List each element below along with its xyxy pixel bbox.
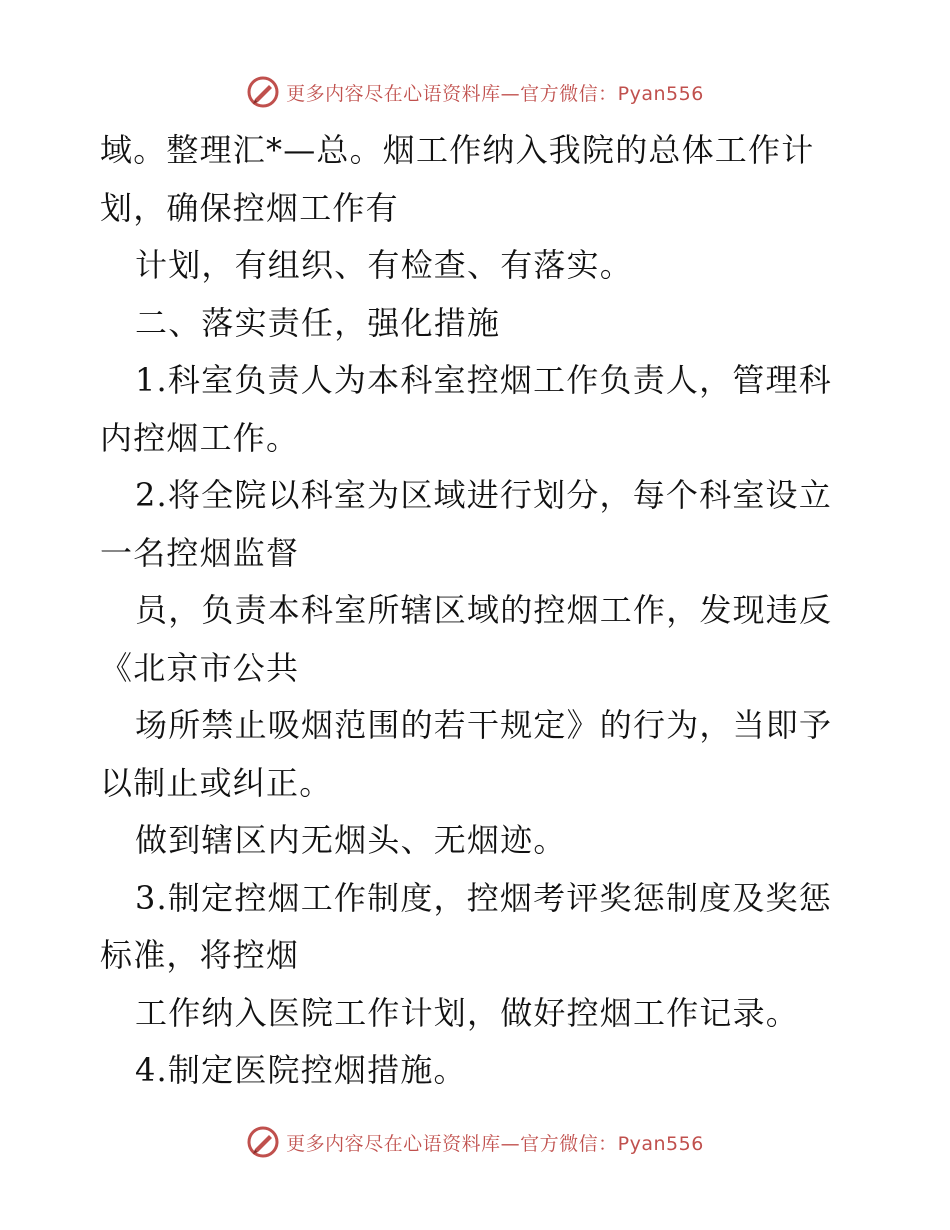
text-line: 2.将全院以科室为区域进行划分，每个科室设立 xyxy=(135,476,832,514)
text-line: 场所禁止吸烟范围的若干规定》的行为，当即予 xyxy=(135,706,833,744)
text-line: 以制止或纠正。 xyxy=(100,763,333,802)
footer-watermark xyxy=(0,1122,950,1162)
text-line: 一名控烟监督 xyxy=(100,533,300,572)
pen-seal-icon xyxy=(246,75,280,109)
document-body xyxy=(100,122,860,1100)
text-line: 标准，将控烟 xyxy=(100,936,300,974)
text-line: 计划，有组织、有检查、有落实。 xyxy=(135,246,634,284)
text-line: 域。整理汇*—总。烟工作纳入我院的总体工作计 xyxy=(100,131,815,169)
text-line: 划，确保控烟工作有 xyxy=(100,188,399,227)
watermark-text: 更多内容尽在心语资料库—官方微信：Pyan556 xyxy=(286,82,704,105)
text-line: 内控烟工作。 xyxy=(100,418,300,457)
text-line: 二、落实责任，强化措施 xyxy=(135,303,501,342)
pen-seal-icon xyxy=(246,1125,280,1159)
watermark-text: 更多内容尽在心语资料库—官方微信：Pyan556 xyxy=(286,1132,704,1155)
header-watermark xyxy=(0,72,950,112)
text-line: 员，负责本科室所辖区域的控烟工作，发现违反 xyxy=(135,591,833,629)
text-line: 1.科室负责人为本科室控烟工作负责人，管理科 xyxy=(135,361,832,399)
text-line: 做到辖区内无烟头、无烟迹。 xyxy=(135,821,567,859)
text-line: 工作纳入医院工作计划，做好控烟工作记录。 xyxy=(135,993,800,1032)
text-line: 3.制定控烟工作制度，控烟考评奖惩制度及奖惩 xyxy=(135,878,832,917)
text-line: 4.制定医院控烟措施。 xyxy=(135,1051,467,1089)
text-line: 《北京市公共 xyxy=(100,648,300,687)
